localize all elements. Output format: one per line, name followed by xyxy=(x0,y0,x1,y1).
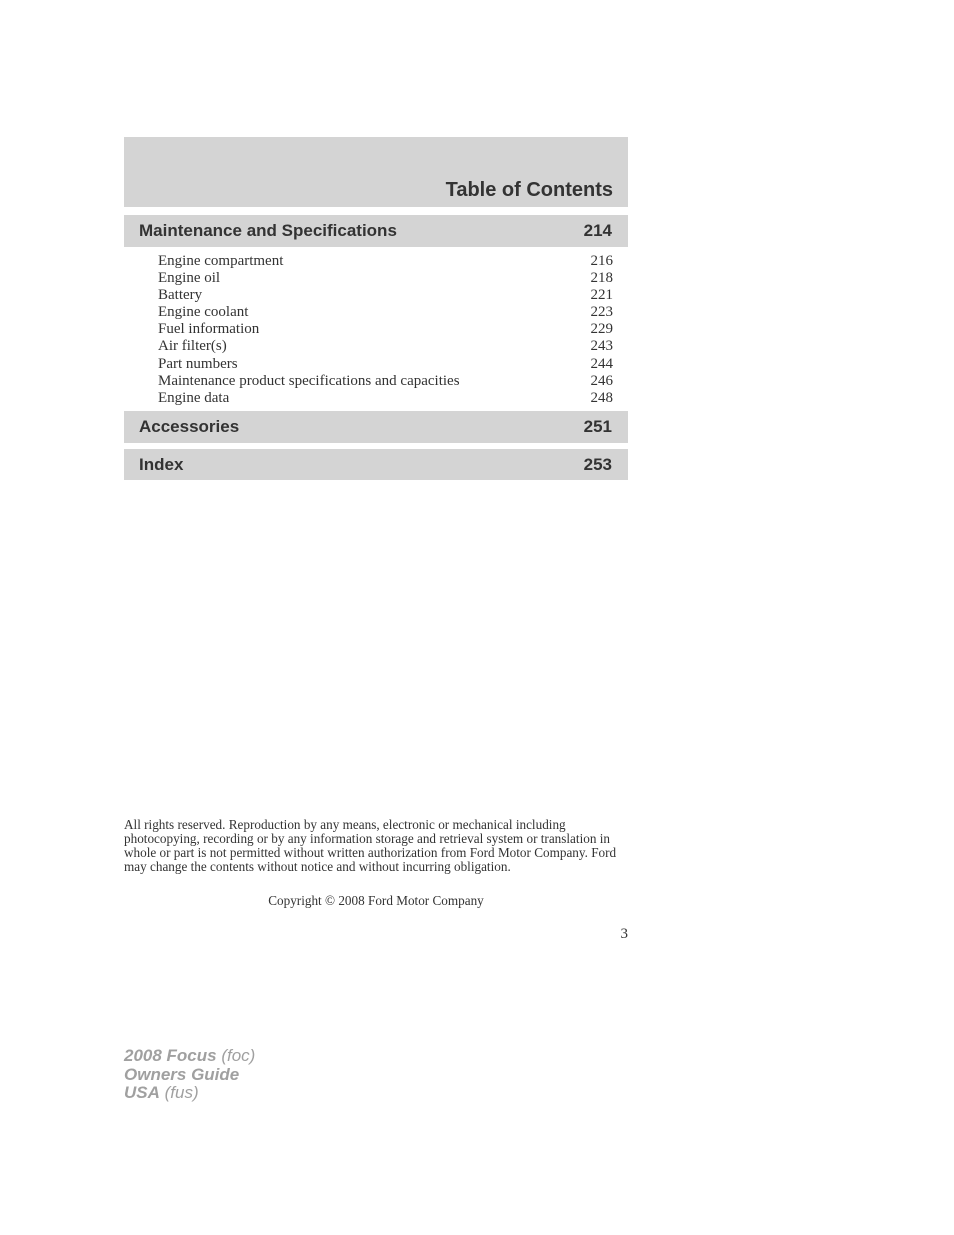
legal-notice: All rights reserved. Reproduction by any means, electronic or mechanical including photocopying, recording or by any information storage and retrieval system or translation in whole or part is not permitted without written authorization from Ford Motor Company. Ford may change the contents without notice and without incurring obligation. xyxy=(124,817,617,874)
footer-line-market xyxy=(124,1084,255,1103)
section-accessories[interactable] xyxy=(124,411,628,443)
section-title: Maintenance and Specifications xyxy=(139,221,397,240)
page-title: Table of Contents xyxy=(445,179,613,201)
toc-entry-fuel-information[interactable] xyxy=(158,321,613,338)
entry-page: 229 xyxy=(590,321,613,338)
toc-header-band xyxy=(124,137,628,207)
entry-page: 248 xyxy=(590,389,613,406)
entry-label: Maintenance product specifications and capacities xyxy=(158,372,460,389)
entry-label: Engine compartment xyxy=(158,253,284,269)
toc-entry-battery[interactable] xyxy=(158,287,613,304)
entry-page: 246 xyxy=(590,372,613,389)
section-page-number: 214 xyxy=(583,221,612,240)
entry-page: 244 xyxy=(590,355,613,372)
section-index[interactable] xyxy=(124,449,628,480)
entry-label: Engine data xyxy=(158,389,230,406)
footer-guide: Owners Guide xyxy=(124,1064,240,1084)
entry-page: 216 xyxy=(590,253,613,269)
entry-label: Air filter(s) xyxy=(158,338,227,355)
entry-page: 243 xyxy=(590,338,613,355)
entry-page: 218 xyxy=(590,270,613,287)
toc-entry-part-numbers[interactable] xyxy=(158,356,613,373)
toc-entry-maintenance-product-specifications[interactable] xyxy=(158,373,613,390)
footer-model: 2008 Focus xyxy=(124,1046,217,1065)
entry-label: Battery xyxy=(158,287,203,304)
footer-line-model xyxy=(124,1047,255,1066)
section-title: Accessories xyxy=(139,417,240,436)
entry-page: 221 xyxy=(590,287,613,304)
footer-market: USA xyxy=(124,1083,160,1102)
section-page-number: 253 xyxy=(583,454,612,474)
footer-market-code: (fus) xyxy=(164,1083,199,1102)
footer-model-code: (foc) xyxy=(221,1046,256,1065)
section-maintenance-specifications[interactable] xyxy=(124,215,628,247)
toc-entry-engine-coolant[interactable] xyxy=(158,304,613,321)
toc-entry-air-filters[interactable] xyxy=(158,338,613,355)
entry-label: Engine oil xyxy=(158,270,221,287)
footer-line-guide xyxy=(124,1066,255,1085)
entry-label: Fuel information xyxy=(158,321,260,338)
entry-label: Part numbers xyxy=(158,355,238,372)
toc-entry-engine-oil[interactable] xyxy=(158,270,613,287)
document-identifier xyxy=(124,1047,255,1103)
entry-page: 223 xyxy=(590,304,613,321)
copyright-line: Copyright © 2008 Ford Motor Company xyxy=(268,893,484,908)
toc-entry-engine-data[interactable] xyxy=(158,390,613,407)
section-title: Index xyxy=(139,454,184,474)
section-page-number: 251 xyxy=(583,417,612,436)
maintenance-entry-list xyxy=(158,253,613,407)
toc-entry-engine-compartment[interactable] xyxy=(158,253,613,270)
page-number: 3 xyxy=(620,926,628,942)
entry-label: Engine coolant xyxy=(158,304,249,321)
